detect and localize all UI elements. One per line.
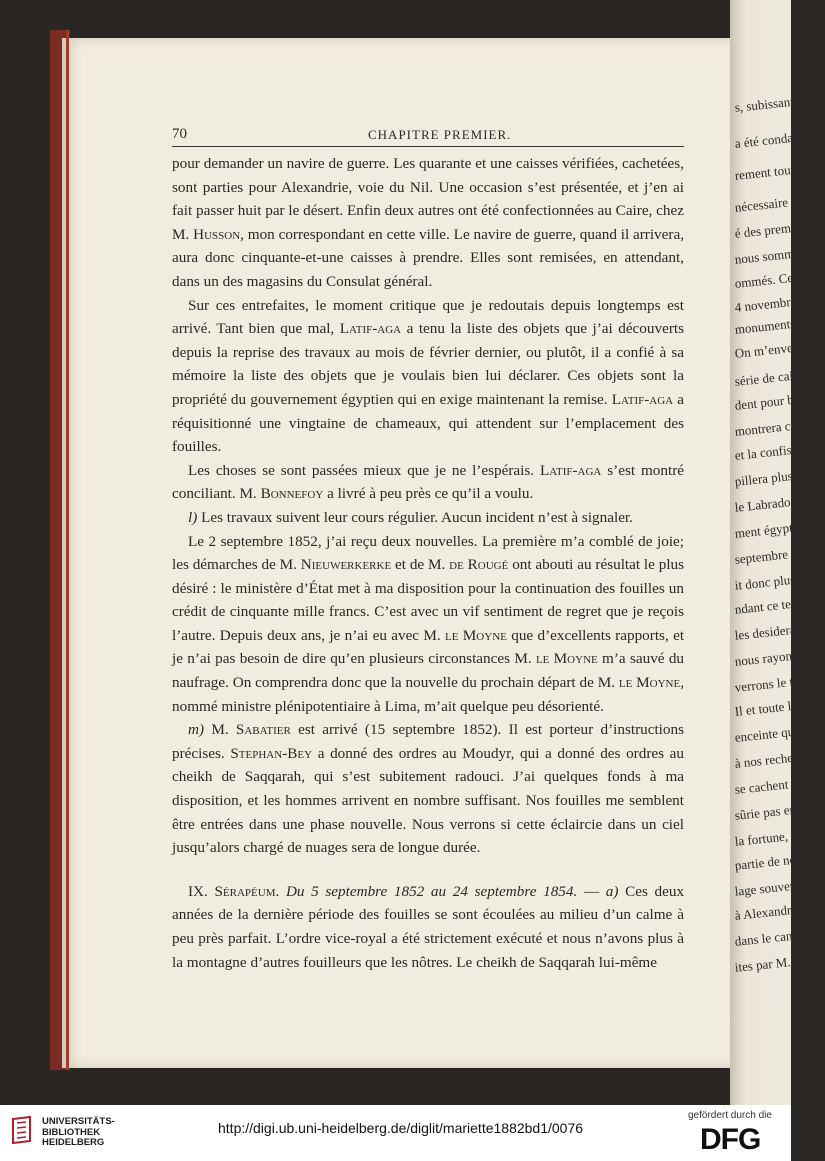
running-title: CHAPITRE PREMIER. <box>368 127 512 142</box>
paragraph <box>172 294 684 459</box>
text-run: que d’excellents rapports, et je n’ai pas besoin de dire qu’en plusieurs circonstances <box>172 626 685 668</box>
paragraph <box>172 530 684 719</box>
next-page-line: les desiderata q <box>734 619 816 643</box>
person-name: Latif-aga <box>611 390 674 408</box>
text-run: a livré à peu près ce qu’il a voulu. <box>327 485 534 503</box>
next-page-line: dent pour bien <box>734 390 811 413</box>
next-page-line: ment égyptien, 1 <box>734 516 823 541</box>
text-run: ont abouti au résultat le plus désiré : le ministère d’État met à ma disposition pour la continuation des fouilles un crédit de cinquante mille francs. C’est avec un vif sentiment de regret que je reçois l’autre. Depuis deux ans, je n’ai eu avec <box>172 556 685 644</box>
next-page-line: à Alexandr <box>734 902 792 923</box>
next-page-line: nécessaire pour p <box>734 190 825 215</box>
next-page-line: nous rayon <box>734 647 793 669</box>
person-name: Latif-aga <box>339 320 402 338</box>
next-page-line: monuments dé <box>734 314 812 337</box>
text-run: Ces deux années de la dernière période des fouilles se sont écoulées au milieu d’un calme à peu près parfait. L’ordre vice-royal a été strictement exécuté et nous n’avons plus à la montagne d’autres fouilleurs que les nôtres. Le cheikh de Saqqarah lui-même <box>172 882 685 971</box>
next-page-line: a été condamné. <box>734 127 820 151</box>
section-heading: Sérapéum. <box>214 882 280 900</box>
item-label: l) <box>188 508 198 526</box>
funded-by-label: gefördert durch die <box>688 1110 772 1121</box>
next-page-line: partie de notre <box>734 850 811 873</box>
next-page-line: enceinte que <box>734 723 801 745</box>
next-page-line: sûrie pas encor <box>734 799 814 823</box>
text-run: , nommé ministre plénipotentiaire à Lima, m’ait quelque peu désorienté. <box>172 674 684 715</box>
section-paragraph <box>172 880 684 974</box>
person-name: M. le Moyne <box>423 626 507 644</box>
text-run: m’a sauvé du naufrage. On comprendra donc que la nouvelle du prochain départ de <box>172 650 685 692</box>
person-name: M. Nieuwerkerke <box>279 556 392 574</box>
next-page-line: septembre 18 <box>734 544 805 567</box>
next-page-line: à nos recherch <box>734 748 811 771</box>
next-page-line: dans le canal <box>734 926 803 949</box>
text-run: a tenu la liste des objets que j’ai découverts depuis la reprise des travaux au mois de février dernier, ou plutôt, il a confié à sa mémoire la liste des objets que je voulais bien lui déclarer. Ces objets sont la propriété du gouvernement égyptien qui en exige maintenant la remise. <box>172 320 685 408</box>
next-page-line: ites par M. de I <box>734 951 815 975</box>
text-run: Les travaux suivent leur cours régulier. Aucun incident n’est à signaler. <box>201 508 633 526</box>
next-page-fragment <box>730 0 825 1105</box>
person-name: M. Sabatier <box>211 721 291 739</box>
text-run: a réquisitionné une vingtaine de chameaux, qui attendent sur l’emplacement des fouilles. <box>172 390 685 456</box>
text-run: Sur ces entrefaites, le moment critique que je redoutais depuis longtemps est arrivé. Tant bien que mal, <box>172 296 684 338</box>
page-edge-red-line <box>66 30 69 1070</box>
next-page-line: ommés. Cepen <box>734 267 813 291</box>
permalink-url[interactable]: http://digi.ub.uni-heidelberg.de/diglit/mariette1882bd1/0076 <box>218 1120 584 1136</box>
text-run: est arrivé (15 septembre 1852). Il est porteur d’instructions précises. <box>172 721 685 762</box>
dash: — <box>583 882 600 900</box>
person-name: M. le Moyne <box>514 650 598 668</box>
item-label: a) <box>605 882 619 900</box>
next-page-line: é des premiers <box>734 218 811 241</box>
next-page-line: et la confiscati <box>734 440 811 463</box>
person-name: Latif-aga <box>539 461 602 479</box>
next-page-line: lage souvent t <box>734 876 808 899</box>
page-number: 70 <box>172 126 187 142</box>
next-page-line: série de caisse <box>734 366 810 389</box>
section-number: IX. <box>188 882 208 900</box>
person-name: M. le Moyne <box>597 674 681 692</box>
text-run: a donné des ordres au Moudyr, qui a donné des ordres au cheikh de Saqqarah, qui s’est subitement radouci. J’ai quelques fonds à ma disposition, et les hommes arrivent en nombre suffisant. Nos fouilles me semblent être entrées dans une phase nouvelle. Nous verrons si cette éclaircie dans un ciel jusqu’alors chargé de nuages sera de longue durée. <box>172 744 684 857</box>
library-name <box>42 1117 115 1149</box>
next-page-line: Il et toute la zo <box>734 695 814 719</box>
next-page-line: nous sommes <box>734 244 806 267</box>
section-dates: Du 5 septembre 1852 au 24 septembre 1854. <box>285 882 578 900</box>
next-page-line: On m’enverra <box>734 338 808 361</box>
next-page-line: rement toute lib <box>734 159 818 183</box>
library-name-line: BIBLIOTHEK <box>42 1126 101 1138</box>
person-name: M. de Rougé <box>428 556 509 574</box>
university-library-logo-icon <box>10 1115 34 1145</box>
header-rule <box>172 146 684 147</box>
digitization-footer <box>0 1105 791 1161</box>
paragraph <box>172 152 684 294</box>
next-page-line: ndant ce temps <box>734 593 814 617</box>
next-page-line: 4 novembre 1 <box>734 292 807 315</box>
text-run: s’est montré conciliant. <box>172 461 685 503</box>
person-name: M. Husson <box>172 225 241 243</box>
paragraph <box>172 506 684 530</box>
next-page-line: se cachent da <box>734 774 805 797</box>
dfg-logo: DFG <box>700 1123 761 1156</box>
text-run: Le 2 septembre 1852, j’ai reçu deux nouvelles. La première m’a comblé de joie; les démarches de <box>172 532 684 574</box>
next-page-line: it donc plus in <box>734 570 810 593</box>
next-page-line: montrera concil <box>734 415 818 439</box>
library-name-line: HEIDELBERG <box>42 1137 105 1148</box>
next-page-line: pillera plus au <box>734 466 809 489</box>
person-name: M. Bonnefoy <box>239 485 324 503</box>
text-run: pour demander un navire de guerre. Les quarante et une caisses vérifiées, cachetées, sont parties pour Alexandrie, voie du Nil. Une occasion s’est présentée, et j’en ai fait passer huit par le désert. Enfin deux autres ont été confectionnées au Caire, chez <box>172 155 684 220</box>
text-run: et de <box>395 556 425 574</box>
next-page-line: verrons le ten <box>734 672 806 695</box>
body-text <box>172 152 684 974</box>
next-page-line: s, subissant quel <box>734 91 820 115</box>
text-run: , mon correspondant en cette ville. Le navire de guerre, quand il arrivera, aura donc cinquante-et-une caisses à prendre. Elles sont remisées, en attendant, dans un des magasins du Consulat général. <box>172 225 684 290</box>
text-run: Les choses se sont passées mieux que je ne l’espérais. <box>188 461 535 479</box>
next-page-line: la fortune, l <box>734 827 796 849</box>
paragraph <box>172 718 684 860</box>
page-header <box>172 126 684 144</box>
paragraph <box>172 459 684 506</box>
library-name-line: UNIVERSITÄTS- <box>42 1116 115 1127</box>
item-label: m) <box>188 721 205 739</box>
person-name: Stephan-Bey <box>230 744 313 762</box>
next-page-line: le Labrador e <box>734 492 805 515</box>
